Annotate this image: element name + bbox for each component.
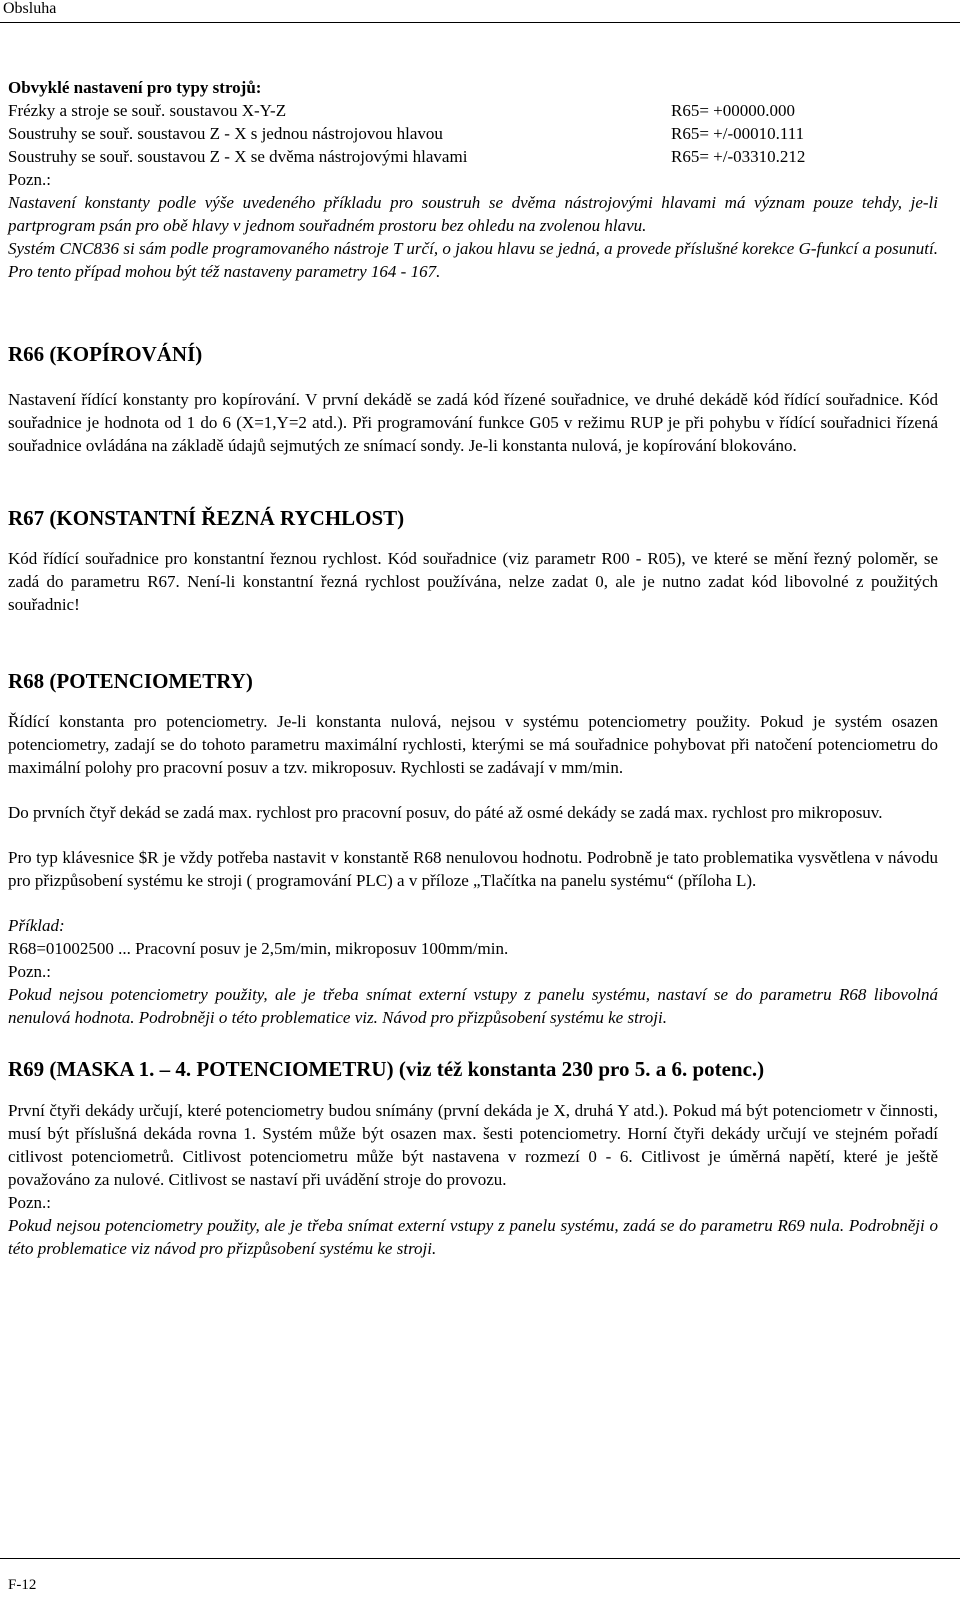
machine-type: Soustruhy se souř. soustavou Z - X se dvěma nástrojovými hlavami bbox=[8, 147, 468, 166]
page-number: F-12 bbox=[8, 1577, 37, 1593]
settings-row bbox=[8, 99, 938, 122]
section-heading-r67: R67 (KONSTANTNÍ ŘEZNÁ RYCHLOST) bbox=[8, 506, 405, 530]
note-label: Pozn.: bbox=[8, 1193, 51, 1212]
page-header-label: Obsluha bbox=[3, 0, 57, 17]
example-text: R68=01002500 ... Pracovní posuv je 2,5m/min, mikroposuv 100mm/min. bbox=[8, 939, 509, 958]
note-text: Pokud nejsou potenciometry použity, ale je třeba snímat externí vstupy z panelu systému, zadá se do parametru R69 nula. Podrobněji o této problematice viz návod pro přizpůsobení systému ke stroji. bbox=[8, 1216, 938, 1258]
settings-row bbox=[8, 122, 938, 145]
note-text-part: Pro tento případ mohou být též nastaveny parametry 164 - 167. bbox=[8, 262, 441, 281]
note-text bbox=[8, 237, 938, 283]
header-divider bbox=[0, 22, 960, 23]
r68-paragraph: Do prvních čtyř dekád se zadá max. rychlost pro pracovní posuv, do páté až osmé dekády se zadá max. rychlost pro mikroposuv. bbox=[8, 803, 883, 822]
settings-row bbox=[8, 145, 938, 168]
machine-type: Soustruhy se souř. soustavou Z - X s jednou nástrojovou hlavou bbox=[8, 124, 443, 143]
machine-type: Frézky a stroje se souř. soustavou X-Y-Z bbox=[8, 101, 287, 120]
section-heading-r66: R66 (KOPÍROVÁNÍ) bbox=[8, 342, 203, 366]
note-label: Pozn.: bbox=[8, 170, 51, 189]
note-text: Nastavení konstanty podle výše uvedeného příkladu pro soustruh se dvěma nástrojovými hlavami má význam pouze tehdy, je-li partprogram psán pro obě hlavy v jednom souřadném prostoru bez ohledu na zvolenou hlavu. bbox=[8, 193, 938, 235]
r68-paragraph: Řídící konstanta pro potenciometry. Je-li konstanta nulová, nejsou v systému potenciometry použity. Pokud je systém osazen potenciometry, zadají se do tohoto parametru maximální rychlosti, kterými se má souřadnice pohybovat při natočení potenciometru do maximální polohy pro pracovní posuv a tzv. mikroposuv. Rychlosti se zadávají v mm/min. bbox=[8, 712, 938, 777]
note-text: Pokud nejsou potenciometry použity, ale je třeba snímat externí vstupy z panelu systému, nastaví se do parametru R68 libovolná nenulová hodnota. Podrobněji o této problematice viz. Návod pro přizpůsobení systému ke stroji. bbox=[8, 985, 938, 1027]
machine-settings-title: Obvyklé nastavení pro typy strojů: bbox=[8, 78, 262, 97]
r69-text: První čtyři dekády určují, které potenciometry budou snímány (první dekáda je X, druhá Y atd.). Pokud má být potenciometr v činnosti, musí být příslušná dekáda rovna 1. Systém může být osazen max. šesti potenciometry. Horní čtyři dekády určují ve stejném pořadí citlivost potenciometrů. Citlivost potenciometru může být nastavena v rozmezí 0 - 6. Citlivost je úměrná napětí, které je ještě považováno za nulové. Citlivost se nastaví při uvádění stroje do provozu. bbox=[8, 1101, 938, 1189]
section-heading-r69: R69 (MASKA 1. – 4. POTENCIOMETRU) (viz též konstanta 230 pro 5. a 6. potenc.) bbox=[8, 1057, 765, 1081]
section-heading-r68: R68 (POTENCIOMETRY) bbox=[8, 669, 253, 693]
r68-paragraph: Pro typ klávesnice $R je vždy potřeba nastavit v konstantě R68 nenulovou hodnotu. Podrobně je tato problematika vysvětlena v návodu pro přizpůsobení systému ke stroji ( programování PLC) a v příloze „Tlačítka na panelu systému“ (příloha L). bbox=[8, 848, 938, 890]
setting-value: R65= +00000.000 bbox=[671, 101, 796, 120]
r67-text: Kód řídící souřadnice pro konstantní řeznou rychlost. Kód souřadnice (viz parametr R00 - R05), ve které se mění řezný poloměr, se zadá do parametru R67. Není-li konstantní řezná rychlost používána, nelze zadat 0, ale je nutno zadat kód libovolné z použitých souřadnic! bbox=[8, 549, 938, 614]
setting-value: R65= +/-03310.212 bbox=[671, 147, 806, 166]
example-label: Příklad: bbox=[8, 916, 65, 935]
footer-divider bbox=[0, 1558, 960, 1559]
note-text-part: Systém CNC836 si sám podle programovaného nástroje T určí, o jakou hlavu se jedná, a provede příslušné korekce G-funkcí a posunutí. bbox=[8, 239, 938, 258]
note-label: Pozn.: bbox=[8, 962, 51, 981]
setting-value: R65= +/-00010.111 bbox=[671, 124, 805, 143]
document-body bbox=[8, 76, 938, 1260]
r66-text: Nastavení řídící konstanty pro kopírování. V první dekádě se zadá kód řízené souřadnice, ve druhé dekádě kód řídící souřadnice. Kód souřadnice je hodnota od 1 do 6 (X=1,Y=2 atd.). Při programování funkce G05 v režimu RUP je při pohybu v řídící souřadnici řízená souřadnice ovládána na základě údajů sejmutých ze snímací sondy. Je-li konstanta nulová, je kopírování blokováno. bbox=[8, 390, 938, 455]
